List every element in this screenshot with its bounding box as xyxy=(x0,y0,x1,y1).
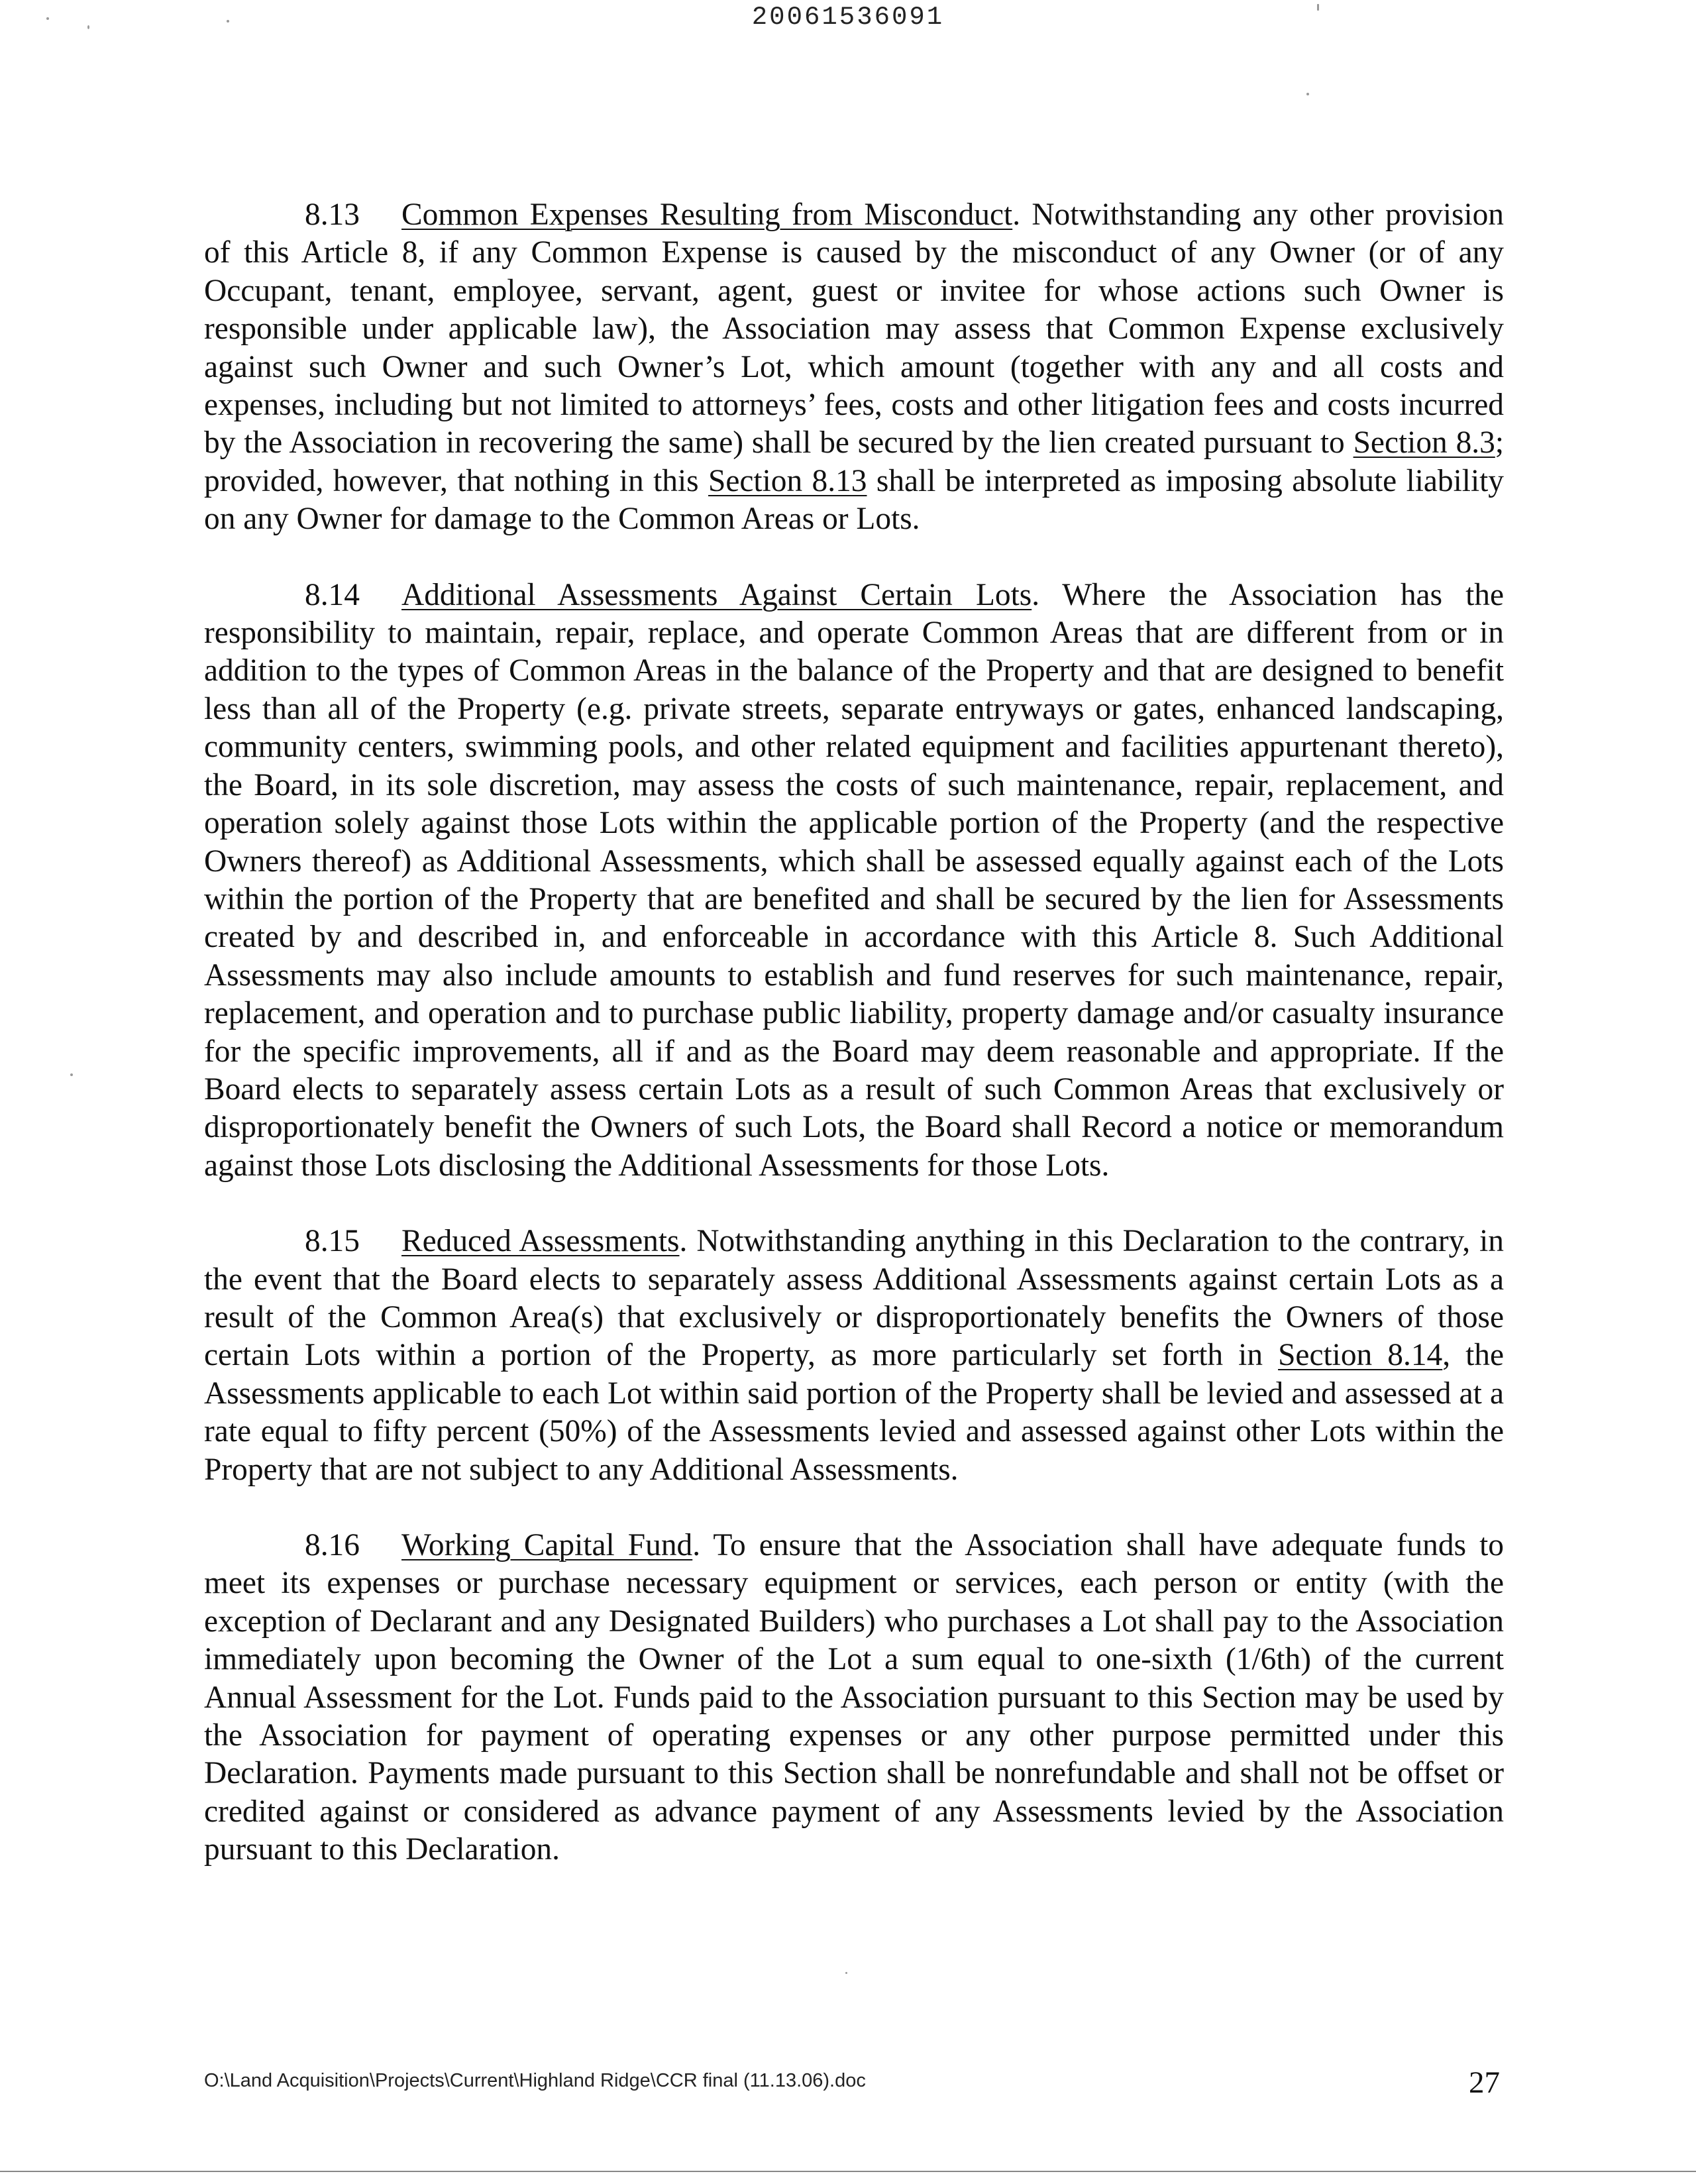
scan-speck xyxy=(845,1972,847,1974)
section-8-16 xyxy=(204,1527,1504,1869)
section-text: . Notwithstanding anything in this Declaration to the contrary, in the event that the Board elects to separately assess Additional Assessments against certain Lots as a result of the Common Area(s) that exclusively or disproportionately benefits the Owners of those certain Lots within a portion of the Property, as more particularly set forth in xyxy=(204,1224,1505,1373)
recording-number: 20061536091 xyxy=(751,3,945,32)
section-reference: Section 8.13 xyxy=(708,463,867,498)
section-text: shall be interpreted as imposing absolute liability on any Owner for damage to the Common Areas or Lots. xyxy=(204,463,1504,537)
scan-speck xyxy=(87,25,89,29)
scan-speck xyxy=(227,20,229,23)
section-text: , the Assessments applicable to each Lot within said portion of the Property shall be levied and assessed at a rate equal to fifty percent (50%) of the Assessments levied and assessed against other Lots within the Property that are not subject to any Additional Assessments. xyxy=(204,1338,1505,1487)
section-text: . Where the Association has the responsibility to maintain, repair, replace, and operate Common Areas that are different from or in addition to the types of Common Areas in the balance of the Property and that are designed to benefit less than all of the Property (e.g. private streets, separate entryways or gates, enhanced landscaping, community centers, swimming pools, and other related equipment and facilities appurtenant thereto), the Board, in its sole discretion, may assess the costs of such maintenance, repair, replacement, and operation solely against those Lots within the applicable portion of the Property (and the respective Owners thereof) as Additional Assessments, which shall be assessed equally against each of the Lots within the portion of the Property that are benefited and shall be secured by the lien for Assessments created by and described in, and enforceable in accordance with this Article 8. Such Additional Assessments may also include amounts to establish and fund reserves for such maintenance, repair, replacement, and operation and to purchase public liability, property damage and/or casualty insurance for the specific improvements, all if and as the Board may deem reasonable and appropriate. If the Board elects to separately assess certain Lots as a result of such Common Areas that exclusively or disproportionately benefit the Owners of such Lots, the Board shall Record a notice or memorandum against those Lots disclosing the Additional Assessments for those Lots. xyxy=(204,577,1504,1183)
section-title: Working Capital Fund xyxy=(401,1528,693,1562)
section-8-14 xyxy=(204,576,1504,1185)
section-text: ; provided, however, that nothing in this xyxy=(204,425,1504,498)
page-number: 27 xyxy=(1469,2065,1500,2100)
section-number: 8.13 xyxy=(305,197,360,232)
section-title: Common Expenses Resulting from Misconduct xyxy=(401,197,1013,232)
scan-edge-line xyxy=(0,2171,1696,2172)
document-body xyxy=(204,196,1504,1907)
section-text: . Notwithstanding any other provision of this Article 8, if any Common Expense is caused by the misconduct of any Owner (or of any Occupant, tenant, employee, servant, agent, guest or invitee for whose actions such Owner is responsible under applicable law), the Association may assess that Common Expense exclusively against such Owner and such Owner’s Lot, which amount (together with any and all costs and expenses, including but not limited to attorneys’ fees, costs and other litigation fees and costs incurred by the Association in recovering the same) shall be secured by the lien created pursuant to xyxy=(204,197,1505,461)
section-reference: Section 8.14 xyxy=(1278,1338,1443,1373)
section-reference: Section 8.3 xyxy=(1353,425,1495,461)
file-path-footer: O:\Land Acquisition\Projects\Current\Highland Ridge\CCR final (11.13.06).doc xyxy=(204,2070,866,2091)
section-number: 8.15 xyxy=(305,1224,360,1259)
scan-speck xyxy=(1306,93,1309,95)
section-8-13 xyxy=(204,196,1504,539)
section-number: 8.14 xyxy=(305,577,360,612)
scan-speck xyxy=(70,1073,73,1076)
section-number: 8.16 xyxy=(305,1528,360,1562)
section-title: Reduced Assessments xyxy=(401,1224,680,1259)
scan-speck xyxy=(1317,4,1319,11)
section-text: . To ensure that the Association shall have adequate funds to meet its expenses or purchase necessary equipment or services, each person or entity (with the exception of Declarant and any Designated Builders) who purchases a Lot shall pay to the Association immediately upon becoming the Owner of the Lot a sum equal to one-sixth (1/6th) of the current Annual Assessment for the Lot. Funds paid to the Association pursuant to this Section may be used by the Association for payment of operating expenses or any other purpose permitted under this Declaration. Payments made pursuant to this Section shall be nonrefundable and shall not be offset or credited against or considered as advance payment of any Assessments levied by the Association pursuant to this Declaration. xyxy=(204,1528,1504,1867)
section-8-15 xyxy=(204,1223,1504,1489)
scan-speck xyxy=(46,17,49,20)
section-title: Additional Assessments Against Certain Lots xyxy=(401,577,1032,612)
